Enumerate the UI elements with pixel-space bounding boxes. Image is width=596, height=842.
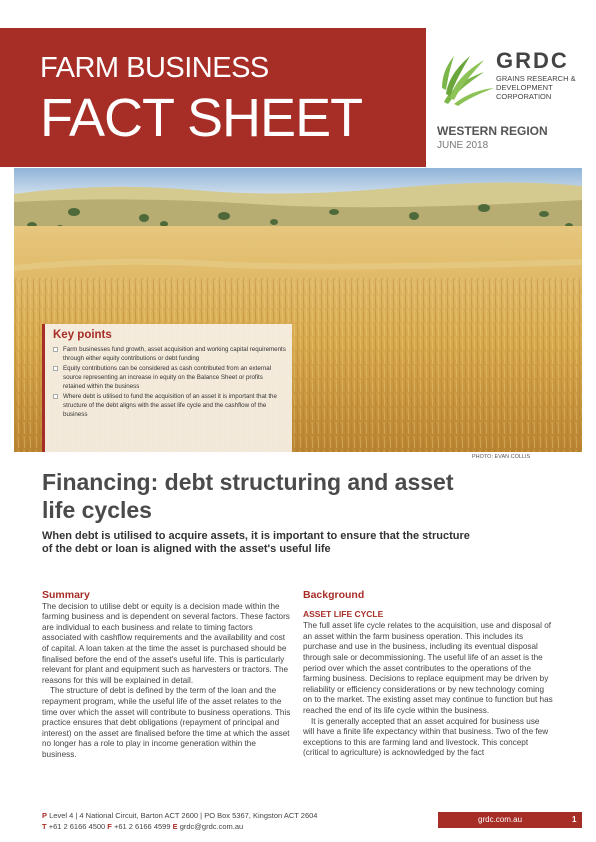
footer-phone-line: T +61 2 6166 4500 F +61 2 6166 4599 E grdc@grdc.com.au — [42, 822, 244, 831]
footer-page-bar — [438, 812, 582, 828]
footer-email[interactable]: grdc@grdc.com.au — [179, 822, 244, 831]
footer-fax: +61 2 6166 4599 — [113, 822, 171, 831]
footer-phone: +61 2 6166 4500 — [48, 822, 106, 831]
key-points-box — [42, 324, 292, 452]
background-paragraph: It is generally accepted that an asset acquired for business use will have a finite life expectancy within that business. Two of the few exceptions to this are farming land and livestock. This concept (critical to agriculture) is acknowledged by the fact — [303, 716, 549, 758]
summary-paragraph: The structure of debt is defined by the term of the loan and the repayment program, while the useful life of the asset relates to the time over which the asset will contribute to business operations. This practice ensures that debt obligations (repayment of principal and interest) on the asset are finalised before the time at which the asset no longer has a role to play in income generation within the business. — [42, 686, 291, 759]
photo-credit: PHOTO: EVAN COLLIS — [472, 454, 531, 460]
wheat-leaf-icon — [440, 50, 496, 106]
key-point-item: Equity contributions can be considered as cash contributed from an external source representing an increase in equity on the Balance Sheet or profits retained within the business — [53, 364, 286, 391]
header-line-1: FARM BUSINESS — [40, 52, 269, 84]
page-number: 1 — [572, 815, 577, 824]
grdc-logo — [440, 50, 580, 120]
summary-heading: Summary — [42, 589, 90, 601]
logo-subtitle: GRAINS RESEARCH & DEVELOPMENT CORPORATION — [496, 74, 576, 101]
background-heading: Background — [303, 589, 365, 601]
background-paragraph: The full asset life cycle relates to the acquisition, use and disposal of an asset within the farm business operation. This includes its purchase and use in the business, including its eventual disposal through sale or decommissioning. The useful life of an asset is the period over which the asset contributes to the operations of the farming business. Decisions to replace equipment may be driven by reliability or efficiency considerations or by new technology coming on to the market. The existing asset may continue to function but has reached the end of its life cycle within the business. — [303, 621, 553, 715]
summary-paragraph: The decision to utilise debt or equity is a decision made within the farming business and is dependent on several factors. These factors are individual to each business and relate to timing factors associated with cashflow requirements and the availability and cost of capital. A loan taken at the time the asset is purchased should be finalised before the end of the asset's useful life. This is particularly relevant for plant and equipment such as harvesters or tractors. The reasons for this will be explained in detail. — [42, 601, 290, 685]
bullet-box-icon — [53, 347, 58, 352]
article-intro: When debt is utilised to acquire assets, it is important to ensure that the structure of the debt or loan is aligned with the asset's useful life — [42, 530, 470, 555]
key-points-heading: Key points — [53, 329, 112, 341]
header-banner — [0, 28, 426, 167]
background-column — [303, 590, 553, 759]
summary-column — [42, 590, 292, 761]
logo-wordmark: GRDC — [496, 48, 569, 73]
bullet-box-icon — [53, 394, 58, 399]
footer-address: Level 4 | 4 National Circuit, Barton ACT 2600 | PO Box 5367, Kingston ACT 2604 — [49, 811, 318, 820]
header-line-2: FACT SHEET — [40, 88, 363, 148]
footer-contact — [42, 810, 317, 832]
article-title: Financing: debt structuring and asset life cycles — [42, 469, 454, 523]
key-point-item: Farm businesses fund growth, asset acquisition and working capital requirements through either equity contributions or debt funding — [53, 345, 286, 363]
publication-date: JUNE 2018 — [437, 140, 489, 151]
region-label: WESTERN REGION — [437, 124, 548, 138]
key-points-list — [53, 345, 286, 419]
footer-website-link[interactable]: grdc.com.au — [478, 815, 523, 824]
footer-address-line: P Level 4 | 4 National Circuit, Barton ACT 2600 | PO Box 5367, Kingston ACT 2604 — [42, 811, 318, 820]
key-point-item: Where debt is utilised to fund the acquisition of an asset it is important that the structure of the debt aligns with the asset life cycle and the cashflow of the business — [53, 392, 286, 419]
asset-life-cycle-subheading: ASSET LIFE CYCLE — [303, 608, 384, 619]
bullet-box-icon — [53, 366, 58, 371]
